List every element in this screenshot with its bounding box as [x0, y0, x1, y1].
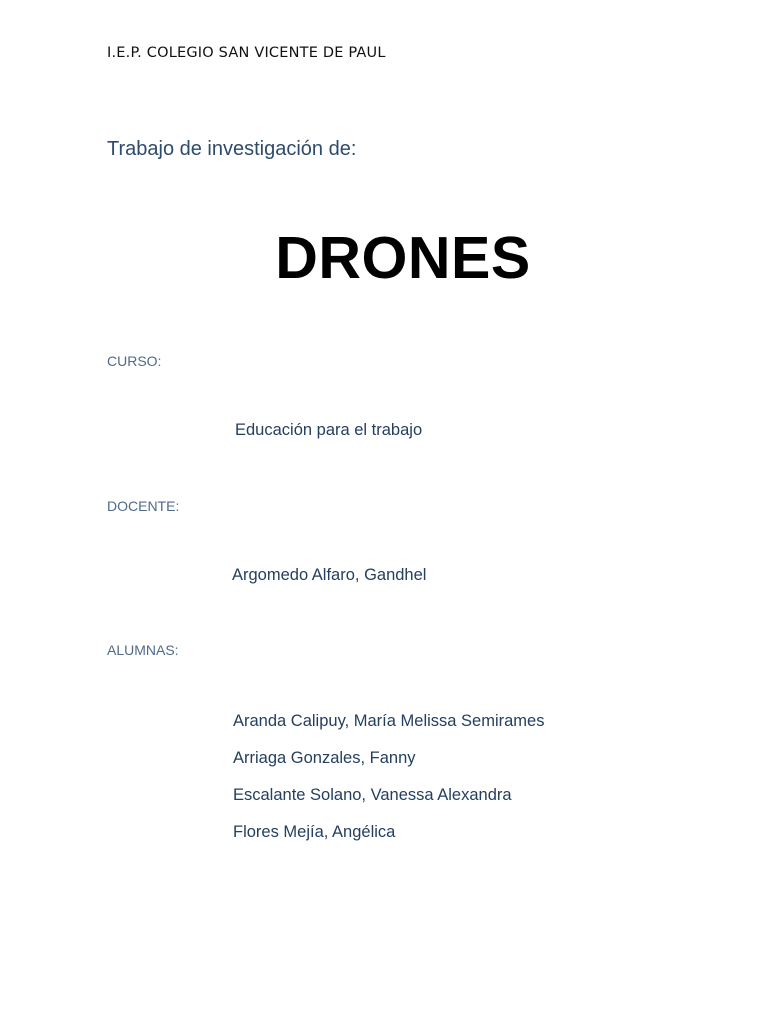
alumna-name: Arriaga Gonzales, Fanny	[233, 749, 416, 767]
alumna-name: Flores Mejía, Angélica	[233, 823, 396, 841]
school-name: I.E.P. COLEGIO SAN VICENTE DE PAUL	[107, 45, 386, 61]
docente-label: DOCENTE:	[107, 498, 180, 514]
alumnas-label: ALUMNAS:	[107, 642, 179, 658]
document-subtitle: Trabajo de investigación de:	[107, 138, 357, 160]
docente-value: Argomedo Alfaro, Gandhel	[232, 566, 427, 584]
curso-value: Educación para el trabajo	[235, 421, 423, 439]
alumnas-list	[233, 711, 544, 859]
curso-label: CURSO:	[107, 353, 162, 369]
alumna-name: Escalante Solano, Vanessa Alexandra	[233, 786, 512, 804]
document-title: DRONES	[275, 225, 531, 291]
alumna-name: Aranda Calipuy, María Melissa Semirames	[233, 712, 545, 730]
